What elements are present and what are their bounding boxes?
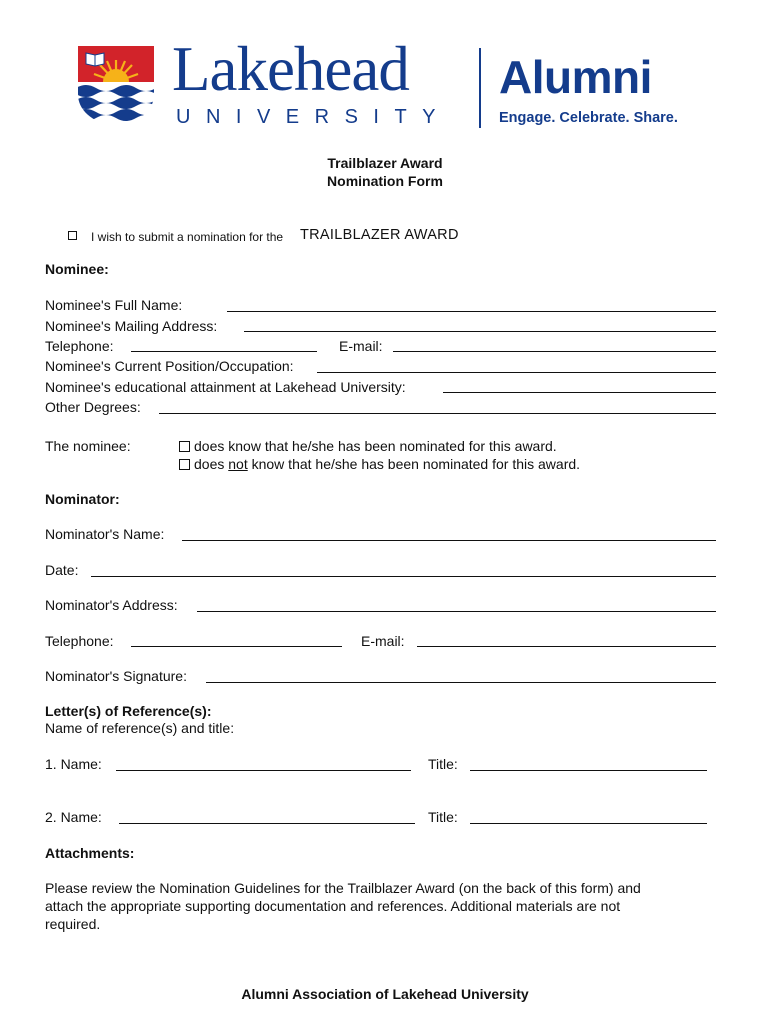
reference-1-title-label: Title: <box>428 756 458 772</box>
knows-option-text: does know that he/she has been nominated for this award. <box>194 438 557 454</box>
nominee-full-name-field[interactable] <box>227 311 716 312</box>
university-subtitle: UNIVERSITY <box>176 106 452 128</box>
nominee-not-knows-option[interactable] <box>179 455 580 473</box>
the-nominee-label: The nominee: <box>45 438 131 454</box>
nominator-date-field[interactable] <box>91 576 716 577</box>
attachments-heading: Attachments: <box>45 845 135 861</box>
nominee-other-degrees-label: Other Degrees: <box>45 399 141 415</box>
knows-checkbox[interactable] <box>179 441 190 452</box>
nominee-attainment-label: Nominee's educational attainment at Lakehead University: <box>45 379 406 395</box>
footer-association: Alumni Association of Lakehead University <box>241 986 529 1002</box>
alumni-tagline: Engage. Celebrate. Share. <box>499 110 678 126</box>
not-knows-not: not <box>228 456 248 472</box>
not-knows-post: know that he/she has been nominated for this award. <box>251 456 581 472</box>
nominee-heading: Nominee: <box>45 261 109 277</box>
university-wordmark: Lakehead <box>172 34 409 104</box>
nominator-heading: Nominator: <box>45 491 120 507</box>
form-subtitle: Nomination Form <box>327 173 443 189</box>
nominator-telephone-label: Telephone: <box>45 633 114 649</box>
nominee-other-degrees-field[interactable] <box>159 413 716 414</box>
nominator-signature-field[interactable] <box>206 682 716 683</box>
references-heading: Letter(s) of Reference(s): <box>45 703 212 719</box>
lakehead-crest-logo <box>76 44 156 130</box>
nomination-checkbox[interactable] <box>68 231 77 240</box>
nominator-address-field[interactable] <box>197 611 716 612</box>
reference-1-title-field[interactable] <box>470 770 707 771</box>
attachments-text-line3: required. <box>45 916 101 932</box>
reference-1-name-field[interactable] <box>116 770 411 771</box>
reference-1-name-label: 1. Name: <box>45 756 102 772</box>
nominator-email-field[interactable] <box>417 646 716 647</box>
nominee-mailing-address-label: Nominee's Mailing Address: <box>45 318 218 334</box>
nominator-address-label: Nominator's Address: <box>45 597 178 613</box>
nominee-email-field[interactable] <box>393 351 716 352</box>
nominator-name-label: Nominator's Name: <box>45 526 165 542</box>
nominator-name-field[interactable] <box>182 540 716 541</box>
reference-2-title-field[interactable] <box>470 823 707 824</box>
form-title: Trailblazer Award <box>327 155 443 171</box>
not-knows-pre: does <box>194 456 225 472</box>
nominator-date-label: Date: <box>45 562 79 578</box>
nominee-position-label: Nominee's Current Position/Occupation: <box>45 358 294 374</box>
nominee-attainment-field[interactable] <box>443 392 716 393</box>
award-name: TRAILBLAZER AWARD <box>300 227 459 243</box>
nominator-email-label: E-mail: <box>361 633 405 649</box>
reference-2-title-label: Title: <box>428 809 458 825</box>
attachments-text-line2: attach the appropriate supporting documentation and references. Additional materials are not <box>45 898 621 914</box>
nominator-signature-label: Nominator's Signature: <box>45 668 187 684</box>
reference-2-name-label: 2. Name: <box>45 809 102 825</box>
references-subheading: Name of reference(s) and title: <box>45 720 235 736</box>
wish-text: I wish to submit a nomination for the <box>91 230 284 244</box>
nominee-email-label: E-mail: <box>339 338 383 354</box>
nominee-knows-option[interactable] <box>179 437 557 455</box>
attachments-text-line1: Please review the Nomination Guidelines for the Trailblazer Award (on the back of this form) and <box>45 880 641 896</box>
not-knows-checkbox[interactable] <box>179 459 190 470</box>
nominee-full-name-label: Nominee's Full Name: <box>45 297 183 313</box>
nominee-position-field[interactable] <box>317 372 716 373</box>
nominator-telephone-field[interactable] <box>131 646 342 647</box>
nominee-telephone-field[interactable] <box>131 351 317 352</box>
reference-2-name-field[interactable] <box>119 823 415 824</box>
logo-divider <box>479 48 481 128</box>
alumni-wordmark: Alumni <box>499 51 652 103</box>
nominee-mailing-address-field[interactable] <box>244 331 716 332</box>
nominee-telephone-label: Telephone: <box>45 338 114 354</box>
